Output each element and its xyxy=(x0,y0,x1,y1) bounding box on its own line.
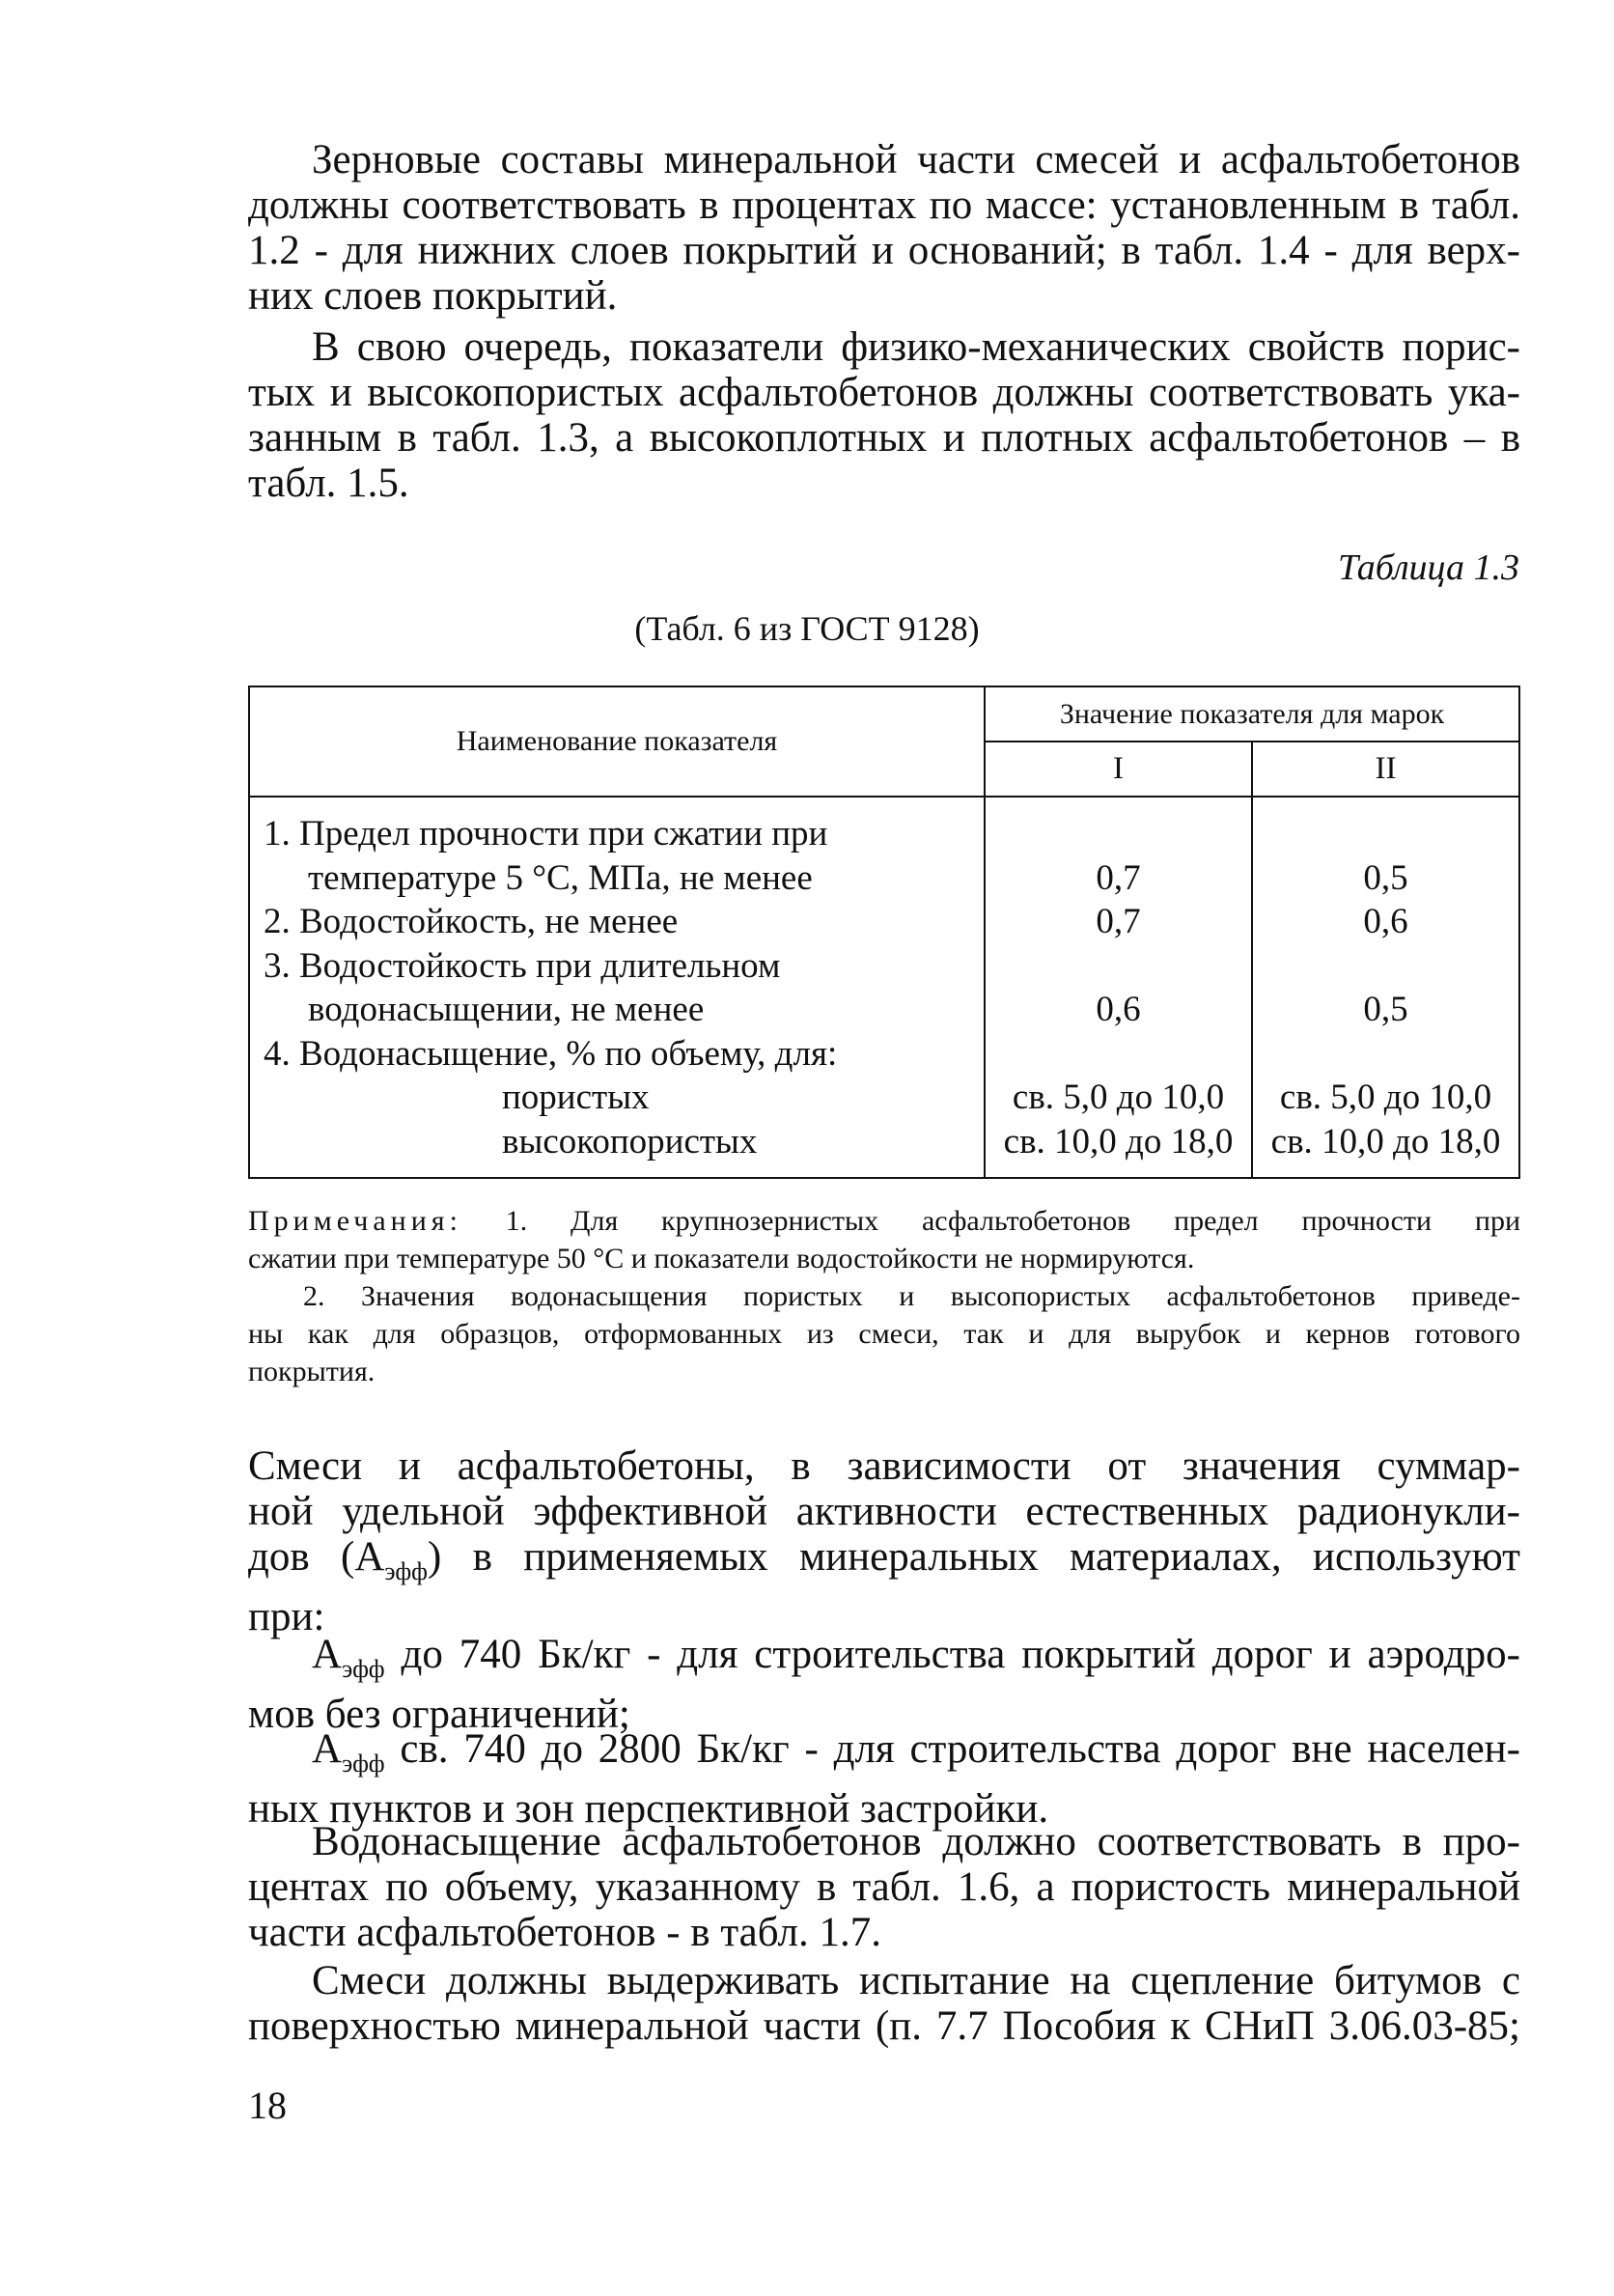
table-source: (Табл. 6 из ГОСТ 9128) xyxy=(634,609,980,648)
properties-table xyxy=(248,686,1520,1179)
paragraph-aeff-740 xyxy=(248,1632,1520,1737)
grade-2-values-cell xyxy=(1252,797,1519,1178)
text-line: поверхностью минеральной части (п. 7.7 Пособия к СНиП 3.06.03-85; xyxy=(248,2003,1520,2049)
value-line: 0,5 xyxy=(1363,990,1408,1029)
value-line: 0,7 xyxy=(1096,902,1141,941)
paragraph-adhesion-test xyxy=(248,1958,1520,2049)
value-line: св. 10,0 до 18,0 xyxy=(1270,1121,1501,1162)
text-line: Смеси и асфальтобетоны, в зависимости от значения суммар- xyxy=(248,1443,1520,1489)
header-grade-1: I xyxy=(985,742,1252,797)
indicator-line: высокопористых xyxy=(502,1121,758,1162)
value-line: 0,5 xyxy=(1363,857,1408,898)
text-line: Водонасыщение асфальтобетонов должно соответствовать в про- xyxy=(312,1819,1520,1864)
value-line xyxy=(986,944,1251,989)
table-label: Таблица 1.3 xyxy=(1338,547,1519,588)
text-line: центах по объему, указанному в табл. 1.6, а пористость минеральной xyxy=(248,1864,1520,1910)
grade-1-values-cell xyxy=(985,797,1252,1178)
text-fragment: А xyxy=(312,1632,343,1677)
indicator-line: 1. Предел прочности при сжатии при xyxy=(264,814,828,854)
note-line: ны как для образцов, отформованных из смеси, так и для вырубок и кернов готового xyxy=(248,1318,1520,1350)
header-grade-values: Значение показателя для марок xyxy=(985,686,1519,742)
text-line: Зерновые составы минеральной части смесей и асфальтобетонов xyxy=(312,137,1520,182)
paragraph-grain-composition xyxy=(248,137,1520,319)
text-line xyxy=(248,1534,1520,1594)
value-line xyxy=(1253,812,1518,856)
text-line: В свою очередь, показатели физико-механических свойств порис- xyxy=(312,324,1520,370)
value-line xyxy=(1253,1032,1518,1077)
header-grade-2: II xyxy=(1252,742,1519,797)
note-line: 2. Значения водонасыщения пористых и высопористых асфальтобетонов приведе- xyxy=(303,1280,1520,1312)
value-line xyxy=(1253,944,1518,989)
text-line: мов без ограничений; xyxy=(248,1692,630,1737)
paragraph-radionuclides xyxy=(248,1443,1520,1639)
text-line: ных пунктов и зон перспективной застройки. xyxy=(248,1786,1049,1832)
indicator-line: 2. Водостойкость, не менее xyxy=(264,902,679,941)
text-line: 1.2 - для нижних слоев покрытий и оснований; в табл. 1.4 - для верх- xyxy=(248,228,1520,273)
note-line: покрытия. xyxy=(248,1356,376,1387)
subscript-eff: эфф xyxy=(342,1750,385,1778)
paragraph-physical-properties xyxy=(248,324,1520,506)
notes-label: Примечания: xyxy=(248,1205,462,1237)
text-line: Смеси должны выдерживать испытание на сцепление битумов с xyxy=(312,1958,1520,2003)
text-line xyxy=(248,1632,1520,1692)
value-line: 0,7 xyxy=(1096,857,1141,898)
value-line: св. 5,0 до 10,0 xyxy=(1012,1078,1225,1117)
text-line: занным в табл. 1.3, а высокоплотных и плотных асфальтобетонов – в xyxy=(248,415,1520,461)
subscript-eff: эфф xyxy=(384,1557,428,1585)
text-fragment: А xyxy=(312,1726,343,1772)
text-line: табл. 1.5. xyxy=(248,461,409,506)
note-line: сжатии при температуре 50 °С и показатели водостойкости не нормируются. xyxy=(248,1243,1195,1274)
value-line xyxy=(986,812,1251,856)
value-line: 0,6 xyxy=(1363,902,1408,941)
text-line: должны соответствовать в процентах по массе: установленным в табл. xyxy=(248,182,1520,228)
page-number: 18 xyxy=(248,2084,287,2127)
paragraph-water-saturation xyxy=(248,1819,1520,1955)
text-line: тых и высокопористых асфальтобетонов должны соответствовать ука- xyxy=(248,370,1520,415)
text-line: них слоев покрытий. xyxy=(248,273,618,319)
indicator-line: 3. Водостойкость при длительном xyxy=(264,945,781,986)
text-fragment: св. 740 до 2800 Бк/кг - для строительства дорог вне населен- xyxy=(384,1726,1520,1772)
indicator-line: пористых xyxy=(502,1078,650,1117)
value-line: св. 5,0 до 10,0 xyxy=(1279,1078,1492,1117)
text-line: при: xyxy=(248,1594,325,1639)
note-text: 1. Для крупнозернистых асфальтобетонов предел прочности при xyxy=(505,1205,1520,1237)
text-fragment: дов (А xyxy=(248,1534,385,1580)
text-line: ной удельной эффективной активности естественных радионукли- xyxy=(248,1489,1520,1534)
value-line: 0,6 xyxy=(1096,990,1141,1029)
text-line: части асфальтобетонов - в табл. 1.7. xyxy=(248,1910,882,1955)
indicator-line: температуре 5 °С, МПа, не менее xyxy=(308,857,813,898)
header-indicator-name: Наименование показателя xyxy=(249,686,985,797)
indicator-line: 4. Водонасыщение, % по объему, для: xyxy=(264,1033,838,1074)
subscript-eff: эфф xyxy=(342,1655,385,1683)
note-line xyxy=(248,1202,1520,1240)
indicator-names-cell xyxy=(249,797,985,1178)
text-fragment: ) в применяемых минеральных материалах, используют xyxy=(427,1534,1520,1580)
value-line: св. 10,0 до 18,0 xyxy=(1003,1121,1234,1162)
paragraph-aeff-2800 xyxy=(248,1726,1520,1832)
table-notes xyxy=(248,1202,1520,1390)
indicator-line: водонасыщении, не менее xyxy=(308,990,705,1029)
text-fragment: до 740 Бк/кг - для строительства покрытий дорог и аэродро- xyxy=(384,1632,1520,1677)
value-line xyxy=(986,1032,1251,1077)
text-line xyxy=(248,1726,1520,1786)
